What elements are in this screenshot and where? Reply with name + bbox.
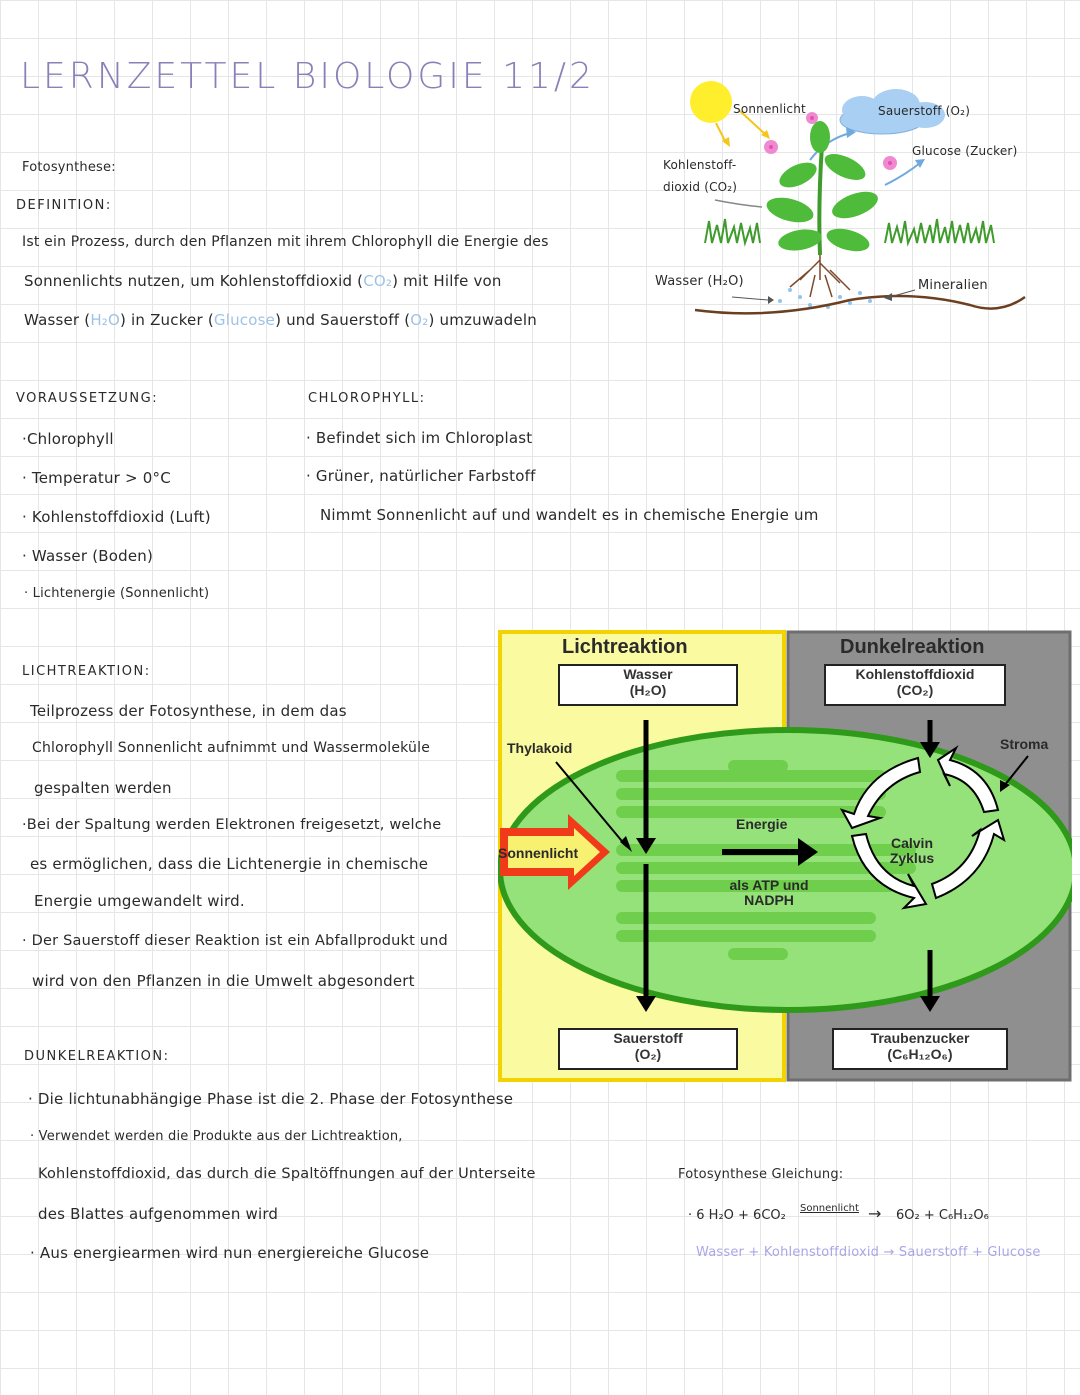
equation-arrow-label: Sonnenlicht: [800, 1203, 859, 1214]
topic-label: Fotosynthese:: [22, 160, 116, 175]
dunkelreaktion-line: · Aus energiearmen wird nun energiereiche Glucose: [30, 1244, 430, 1262]
plant-sunlight-label: Sonnenlicht: [733, 102, 806, 116]
lichtreaktion-heading: LICHTREAKTION:: [22, 664, 151, 679]
glucose-highlight: Glucose: [213, 311, 276, 329]
dunkelreaktion-title: Dunkelreaktion: [840, 636, 985, 658]
stroma-label: Stroma: [1000, 736, 1049, 752]
chlorophyll-heading: CHLOROPHYLL:: [308, 391, 426, 406]
chlorophyll-item: · Grüner, natürlicher Farbstoff: [306, 467, 536, 485]
calvin-cycle-label: Calvin Zyklus: [889, 835, 935, 866]
definition-line-2: Sonnenlichts nutzen, um Kohlenstoffdioxid (CO₂) mit Hilfe von: [24, 272, 502, 290]
chlorophyll-item: Nimmt Sonnenlicht auf und wandelt es in chemische Energie um: [320, 506, 819, 524]
dunkelreaktion-line: · Verwendet werden die Produkte aus der Lichtreaktion,: [30, 1129, 403, 1144]
plant-co2-label-2: dioxid (CO₂): [663, 180, 738, 194]
voraussetzung-item: · Kohlenstoffdioxid (Luft): [22, 508, 211, 526]
o2-highlight: O₂: [410, 311, 429, 329]
glucose-box: Traubenzucker (C₆H₁₂O₆): [832, 1028, 1008, 1070]
equation-words: Wasser + Kohlenstoffdioxid → Sauerstoff + Glucose: [696, 1245, 1041, 1260]
atp-nadph-label: als ATP und NADPH: [729, 877, 809, 908]
lichtreaktion-line: wird von den Pflanzen in die Umwelt abgesondert: [32, 972, 415, 990]
lichtreaktion-line: Energie umgewandelt wird.: [34, 892, 245, 910]
equation-heading: Fotosynthese Gleichung:: [678, 1167, 844, 1182]
sunlight-label: Sonnenlicht: [498, 845, 579, 861]
co2-highlight: CO₂: [363, 272, 393, 290]
page-title: LERNZETTEL BIOLOGIE 11/2: [20, 56, 595, 97]
plant-co2-label-1: Kohlenstoff-: [663, 158, 737, 172]
equation-lhs: · 6 H₂O + 6CO₂: [688, 1208, 786, 1223]
definition-line-1: Ist ein Prozess, durch den Pflanzen mit ihrem Chlorophyll die Energie des: [22, 234, 549, 250]
plant-oxygen-label: Sauerstoff (O₂): [878, 104, 971, 118]
lichtreaktion-line: ·Bei der Spaltung werden Elektronen freigesetzt, welche: [22, 817, 442, 833]
dunkelreaktion-line: Kohlenstoffdioxid, das durch die Spaltöffnungen auf der Unterseite: [38, 1166, 536, 1182]
plant-minerals-label: Mineralien: [918, 278, 988, 293]
voraussetzung-item: · Lichtenergie (Sonnenlicht): [24, 586, 210, 601]
lichtreaktion-title: Lichtreaktion: [562, 636, 688, 658]
lichtreaktion-line: Teilprozess der Fotosynthese, in dem das: [30, 702, 347, 720]
sun-icon: [690, 81, 732, 123]
oxygen-box: Sauerstoff (O₂): [558, 1028, 738, 1070]
chlorophyll-item: · Befindet sich im Chloroplast: [306, 429, 533, 447]
plant-glucose-label: Glucose (Zucker): [912, 144, 1018, 158]
co2-box: Kohlenstoffdioxid (CO₂): [824, 664, 1006, 706]
plant-illustration: [650, 75, 1050, 335]
equation-arrow-icon: →: [868, 1204, 882, 1223]
definition-heading: DEFINITION:: [16, 198, 112, 213]
lichtreaktion-line: es ermöglichen, dass die Lichtenergie in chemische: [30, 855, 429, 873]
energy-label: Energie: [736, 816, 788, 832]
plant-water-label: Wasser (H₂O): [655, 274, 744, 289]
h2o-highlight: H₂O: [90, 311, 121, 329]
lichtreaktion-line: Chlorophyll Sonnenlicht aufnimmt und Wassermoleküle: [32, 740, 431, 756]
voraussetzung-item: · Wasser (Boden): [22, 547, 154, 565]
thylakoid-label: Thylakoid: [507, 740, 573, 756]
definition-line-3: Wasser (H₂O) in Zucker (Glucose) und Sauerstoff (O₂) umzuwadeln: [24, 311, 537, 329]
voraussetzung-item: ·Chlorophyll: [22, 430, 114, 448]
water-box: Wasser (H₂O): [558, 664, 738, 706]
dunkelreaktion-line: · Die lichtunabhängige Phase ist die 2. Phase der Fotosynthese: [28, 1090, 514, 1108]
voraussetzung-item: · Temperatur > 0°C: [22, 469, 171, 487]
dunkelreaktion-line: des Blattes aufgenommen wird: [38, 1205, 279, 1223]
voraussetzung-heading: VORAUSSETZUNG:: [16, 391, 159, 406]
photosynthesis-diagram: [498, 630, 1072, 1082]
lichtreaktion-line: · Der Sauerstoff dieser Reaktion ist ein Abfallprodukt und: [22, 933, 448, 949]
dunkelreaktion-heading: DUNKELREAKTION:: [24, 1049, 170, 1064]
lichtreaktion-line: gespalten werden: [34, 779, 172, 797]
equation-rhs: 6O₂ + C₆H₁₂O₆: [896, 1208, 989, 1223]
